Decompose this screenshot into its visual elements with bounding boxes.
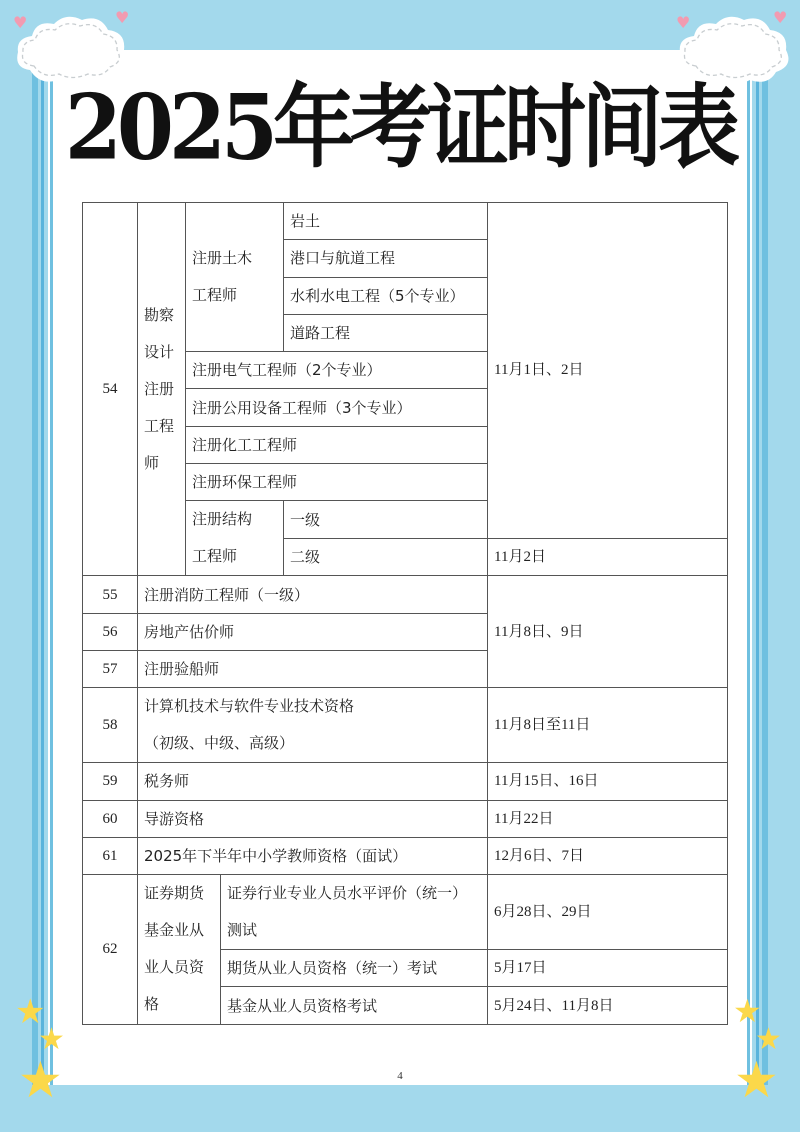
star-icon: ★: [734, 1051, 779, 1109]
exam-name: 注册消防工程师（一级）: [138, 576, 488, 613]
exam-name: 导游资格: [138, 800, 488, 837]
date-cell: 11月8日、9日: [488, 576, 728, 688]
date-cell: 12月6日、7日: [488, 837, 728, 874]
subject-cell: 港口与航道工程: [284, 240, 488, 277]
date-cell: 11月2日: [488, 538, 728, 576]
right-stripe: [762, 70, 768, 1085]
category-cell: [138, 203, 186, 576]
exam-name: 基金从业人员资格考试: [221, 987, 488, 1024]
date-cell: 11月22日: [488, 800, 728, 837]
table-row: [83, 837, 728, 874]
row-number: 61: [83, 837, 138, 874]
row-number: 60: [83, 800, 138, 837]
row-number: 58: [83, 688, 138, 763]
subject-cell: 注册环保工程师: [186, 464, 488, 501]
exam-name: 税务师: [138, 763, 488, 800]
exam-name: [138, 688, 488, 763]
date-cell: 11月15日、16日: [488, 763, 728, 800]
heart-icon: ♥: [115, 8, 130, 27]
right-stripe: [756, 70, 759, 1085]
heart-icon: ♥: [773, 8, 788, 27]
date-cell: 11月8日至11日: [488, 688, 728, 763]
table-row: [83, 875, 728, 950]
civil-engineer-cell: [186, 203, 284, 352]
page-number: 4: [397, 1070, 403, 1082]
structural-engineer-cell: [186, 501, 284, 576]
date-cell: 11月1日、2日: [488, 203, 728, 539]
right-stripe: [747, 70, 750, 1085]
row-number: 55: [83, 576, 138, 613]
date-cell: 6月28日、29日: [488, 875, 728, 950]
category-cell: [138, 875, 221, 1025]
exam-name-line2: （初级、中级、高级）: [144, 734, 295, 753]
exam-name-line1: 计算机技术与软件专业技术资格: [144, 697, 355, 716]
date-cell: 5月17日: [488, 950, 728, 987]
row-number: 54: [83, 203, 138, 576]
left-stripe: [50, 70, 53, 1085]
exam-name: 房地产估价师: [138, 613, 488, 650]
category-label: 勘察设计注册工程师: [144, 305, 175, 472]
exam-name: 2025年下半年中小学教师资格（面试）: [138, 837, 488, 874]
structural-engineer-label: 注册结构工程师: [192, 510, 253, 566]
table-row: [83, 688, 728, 763]
star-icon: ★: [755, 1022, 782, 1057]
row-number: 62: [83, 875, 138, 1025]
civil-engineer-label: 注册土木工程师: [192, 249, 253, 305]
left-stripe: [32, 70, 38, 1085]
subject-cell: 道路工程: [284, 314, 488, 351]
subject-cell: 一级: [284, 501, 488, 539]
subject-cell: 注册化工工程师: [186, 426, 488, 463]
star-icon: ★: [18, 1051, 63, 1109]
exam-name: 注册验船师: [138, 650, 488, 687]
exam-name: 期货从业人员资格（统一）考试: [221, 950, 488, 987]
heart-icon: ♥: [676, 13, 691, 32]
category-label: 证券期货基金业从业人员资格: [144, 884, 205, 1014]
table-row: [83, 800, 728, 837]
subject-cell: 水利水电工程（5个专业）: [284, 277, 488, 314]
subject-cell: 注册电气工程师（2个专业）: [186, 352, 488, 389]
exam-schedule-table: [82, 202, 728, 1025]
page-title: 2025年考证时间表: [64, 74, 736, 181]
subject-cell: 二级: [284, 538, 488, 576]
exam-name: 证券行业专业人员水平评价（统一）测试: [221, 875, 488, 950]
star-icon: ★: [733, 992, 762, 1030]
star-icon: ★: [38, 1022, 65, 1057]
table-row: [83, 763, 728, 800]
row-number: 57: [83, 650, 138, 687]
left-stripe: [41, 70, 44, 1085]
subject-cell: 注册公用设备工程师（3个专业）: [186, 389, 488, 426]
subject-cell: 岩土: [284, 203, 488, 240]
date-cell: 5月24日、11月8日: [488, 987, 728, 1024]
row-number: 56: [83, 613, 138, 650]
row-number: 59: [83, 763, 138, 800]
table-row: [83, 203, 728, 240]
heart-icon: ♥: [13, 13, 28, 32]
table-row: [83, 576, 728, 613]
star-icon: ★: [15, 992, 46, 1032]
